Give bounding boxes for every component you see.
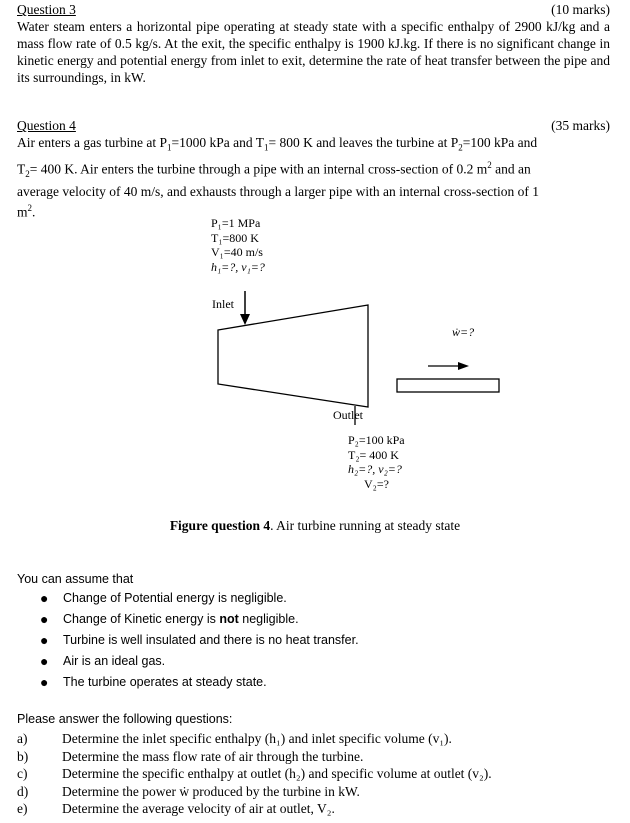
bullet-icon: ● bbox=[40, 590, 49, 606]
outlet-velocity: V₂=? bbox=[364, 476, 389, 491]
outlet-temperature: T₂= 400 K bbox=[348, 447, 399, 462]
question-4-line-3: average velocity of 40 m/s, and exhausts through a larger pipe with an internal cross-section of 1 bbox=[17, 183, 539, 199]
bullet-icon: ● bbox=[40, 611, 49, 627]
question-4-line-4: $m^2$. bbox=[17, 202, 36, 220]
question-4-line-1: Air enters a gas turbine at $P_1=1000$ kPa and $T_1= 800$ K and leaves the turbine at $P_2=100$ kPa and bbox=[17, 135, 538, 153]
outlet-conditions bbox=[348, 433, 405, 491]
bullet-icon: ● bbox=[40, 674, 49, 690]
inlet-pressure: P₁=1 MPa bbox=[211, 216, 261, 230]
bullet-icon: ● bbox=[40, 653, 49, 669]
assumption-item: ● Air is an ideal gas. bbox=[40, 653, 166, 669]
assumption-item: ● Change of Kinetic energy is not negligible. bbox=[40, 611, 299, 627]
outlet-unknowns: h₂=?, v₂=? bbox=[348, 462, 402, 476]
assumptions-intro: You can assume that bbox=[17, 572, 134, 586]
question-4-title: Question 4 bbox=[17, 118, 76, 133]
figure-caption-rest: . Air turbine running at steady state bbox=[270, 518, 461, 533]
assumption-item: ● Change of Potential energy is negligible. bbox=[40, 590, 287, 606]
inlet-label: Inlet bbox=[212, 297, 234, 311]
question-4-marks: (35 marks) bbox=[551, 118, 610, 133]
turbine-body bbox=[218, 305, 368, 407]
turbine-shaft bbox=[397, 379, 499, 392]
inlet-arrow-head bbox=[240, 314, 250, 325]
work-label: ẇ=? bbox=[452, 325, 475, 339]
question-3-marks: (10 marks) bbox=[551, 2, 610, 17]
assumption-item: ● Turbine is well insulated and there is no heat transfer. bbox=[40, 632, 359, 648]
question-3-body: Water steam enters a horizontal pipe operating at steady state with a specific enthalpy of 2900 kJ/kg and a mass flow rate of 0.5 kg/s. At the exit, the specific enthalpy is 1900 kJ.kg. If there is no significant change in kinetic energy and potential energy from inlet to exit, determine the rate of heat transfer between the pipe and its surroundings, in kW. bbox=[17, 19, 610, 85]
inlet-velocity: V₁=40 m/s bbox=[211, 245, 263, 259]
assumption-item: ● The turbine operates at steady state. bbox=[40, 674, 267, 690]
inlet-unknowns: h₁=?, v₁=? bbox=[211, 259, 265, 274]
work-arrow-head bbox=[458, 362, 469, 370]
inlet-temperature: T₁=800 K bbox=[211, 230, 259, 245]
questions-intro: Please answer the following questions: bbox=[17, 712, 233, 726]
question-4-line-2: $T_2= 400$ K. Air enters the turbine through a pipe with an internal cross-section of 0.2 $m^2$ and an bbox=[17, 159, 531, 179]
assumptions-list bbox=[40, 590, 359, 695]
outlet-pressure: P₂=100 kPa bbox=[348, 433, 405, 447]
figure-caption-bold: Figure question 4 bbox=[169, 518, 271, 533]
figure-caption bbox=[0, 518, 630, 534]
question-3-title: Question 3 bbox=[17, 2, 76, 17]
outlet-label: Outlet bbox=[333, 408, 363, 422]
bullet-icon: ● bbox=[40, 632, 49, 648]
